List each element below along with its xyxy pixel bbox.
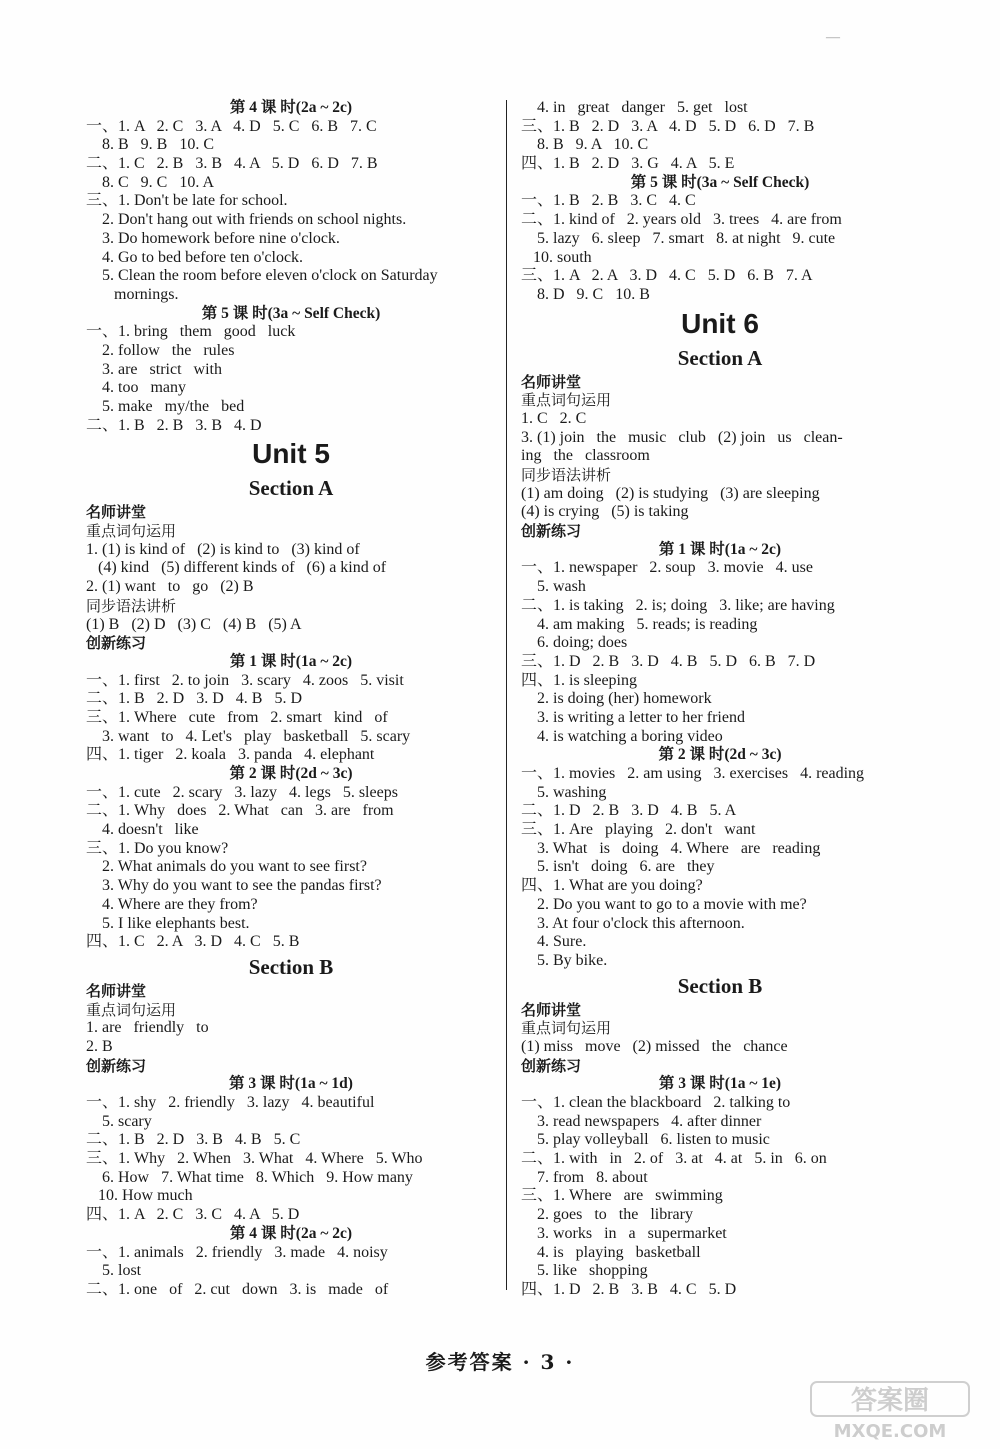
section-title: Section B <box>677 973 763 998</box>
right-answer-column <box>521 99 919 1300</box>
answer-line: 一、1. movies 2. am using 3. exercises 4. reading <box>521 765 865 782</box>
answer-line: 一、1. bring them good luck <box>86 323 296 341</box>
answer-line: 四、1. What are you doing? <box>521 877 703 895</box>
answer-line: 8. C 9. C 10. A <box>86 173 215 191</box>
answer-line: 6. doing; does <box>521 634 628 652</box>
svg-text:答案圈: 答案圈 <box>850 1386 930 1416</box>
answer-line: (1) am doing (2) is studying (3) are sleeping <box>521 484 820 502</box>
answer-line: 3. are strict with <box>86 360 222 378</box>
answer-line: 二、1. D 2. B 3. D 4. B 5. A <box>521 802 737 820</box>
answer-line: 2. goes to the library <box>521 1206 693 1224</box>
answer-line: 三、1. B 2. D 3. A 4. D 5. D 6. D 7. B <box>521 117 815 135</box>
answer-line: 10. How much <box>86 1187 193 1205</box>
unit-title: Unit 5 <box>252 438 330 470</box>
answer-line: 二、1. B 2. D 3. B 4. B 5. C <box>86 1131 301 1149</box>
answer-line: 1. are friendly to <box>86 1019 209 1037</box>
answer-line: 5. scary <box>86 1112 152 1130</box>
answer-line: 2. Do you want to go to a movie with me? <box>521 895 807 913</box>
lesson-heading: 第 1 课 时(1a ~ 2c) <box>229 652 353 670</box>
answer-line: (1) B (2) D (3) C (4) B (5) A <box>86 615 302 633</box>
sub-heading: 重点词句运用 <box>86 1000 177 1019</box>
answer-line: 7. from 8. about <box>521 1168 648 1186</box>
answer-line: 四、1. C 2. A 3. D 4. C 5. B <box>86 933 300 951</box>
answer-line: 2. What animals do you want to see first? <box>86 858 367 876</box>
answer-line: 二、1. B 2. B 3. B 4. D <box>86 416 262 434</box>
answer-line: 二、1. one of 2. cut down 3. is made of <box>86 1280 389 1298</box>
answer-line: 5. Clean the room before eleven o'clock on Saturday <box>86 267 438 285</box>
block-heading: 名师讲堂 <box>86 503 147 522</box>
sub-heading: 重点词句运用 <box>521 1019 612 1038</box>
answer-line: 5. By bike. <box>521 951 608 969</box>
answer-line: 一、1. clean the blackboard 2. talking to <box>521 1094 791 1111</box>
section-title: Section A <box>677 345 763 370</box>
answer-line: 4. is watching a boring video <box>521 727 723 745</box>
lesson-heading: 第 4 课 时(2a ~ 2c) <box>229 99 353 116</box>
answer-line: 4. doesn't like <box>86 821 199 839</box>
answer-line: 4. in great danger 5. get lost <box>521 99 748 116</box>
answer-line: 4. am making 5. reads; is reading <box>521 615 758 633</box>
answer-line: 5. like shopping <box>521 1262 648 1280</box>
answer-line: 4. Sure. <box>521 933 587 951</box>
answer-line: 二、1. with in 2. of 3. at 4. at 5. in 6. on <box>521 1150 827 1168</box>
answer-line: 2. follow the rules <box>86 341 235 359</box>
answer-line: 三、1. Are playing 2. don't want <box>521 821 756 839</box>
answer-line: 二、1. B 2. D 3. D 4. B 5. D <box>86 690 303 708</box>
answer-line: 4. Go to bed before ten o'clock. <box>86 248 304 266</box>
answer-line: 一、1. cute 2. scary 3. lazy 4. legs 5. sleeps <box>86 783 398 801</box>
watermark-logo <box>805 1380 975 1442</box>
answer-line: 4. Where are they from? <box>86 895 258 913</box>
answer-line: 3. What is doing 4. Where are reading <box>521 839 821 857</box>
lesson-heading: 第 3 课 时(1a ~ 1d) <box>229 1075 353 1093</box>
unit-title: Unit 6 <box>681 307 759 339</box>
sub-heading: 重点词句运用 <box>86 522 177 541</box>
answer-line: 二、1. Why does 2. What can 3. are from <box>86 802 394 820</box>
answer-line: 四、1. tiger 2. koala 3. panda 4. elephant <box>86 746 375 764</box>
answer-line: 三、1. A 2. A 3. D 4. C 5. D 6. B 7. A <box>521 267 813 285</box>
answer-line: 3. works in a supermarket <box>521 1224 727 1242</box>
answer-line: 一、1. shy 2. friendly 3. lazy 4. beautiful <box>86 1094 375 1111</box>
answer-line: 二、1. kind of 2. years old 3. trees 4. are from <box>521 211 842 229</box>
answer-line: 3. is writing a letter to her friend <box>521 708 745 726</box>
answer-line: (1) miss move (2) missed the chance <box>521 1037 788 1055</box>
answer-line: 8. B 9. A 10. C <box>521 136 649 154</box>
answer-line: 三、1. Where are swimming <box>521 1187 723 1205</box>
answer-line: 4. too many <box>86 379 186 397</box>
answer-line: 3. Why do you want to see the pandas first? <box>86 877 382 895</box>
section-title: Section B <box>248 954 334 979</box>
answer-line: 三、1. Don't be late for school. <box>86 192 288 210</box>
answer-line: 2. Don't hang out with friends on school nights. <box>86 211 407 229</box>
answer-line: (4) kind (5) different kinds of (6) a kind of <box>86 559 387 577</box>
answer-line: 一、1. A 2. C 3. A 4. D 5. C 6. B 7. C <box>86 117 377 135</box>
answer-line: 5. isn't doing 6. are they <box>521 858 715 876</box>
answer-line: 三、1. Where cute from 2. smart kind of <box>86 708 388 726</box>
answer-line: 2. B <box>86 1037 113 1055</box>
answer-line: 一、1. animals 2. friendly 3. made 4. noisy <box>86 1243 388 1261</box>
answer-line: 二、1. C 2. B 3. B 4. A 5. D 6. D 7. B <box>86 155 378 173</box>
answer-line: 5. I like elephants best. <box>86 914 250 932</box>
block-heading: 创新练习 <box>521 1056 582 1075</box>
answer-line: 1. C 2. C <box>521 409 587 427</box>
answer-line: 5. make my/the bed <box>86 398 245 415</box>
column-divider <box>506 100 507 1290</box>
top-edge-mark: — <box>826 30 840 45</box>
answer-line: 二、1. is taking 2. is; doing 3. like; are having <box>521 596 835 614</box>
lesson-heading: 第 2 课 时(2d ~ 3c) <box>229 765 353 782</box>
answer-line: 3. read newspapers 4. after dinner <box>521 1112 762 1130</box>
answer-line: 三、1. Why 2. When 3. What 4. Where 5. Who <box>86 1150 423 1168</box>
answer-line: 3. Do homework before nine o'clock. <box>86 229 340 247</box>
answer-line: 一、1. newspaper 2. soup 3. movie 4. use <box>521 559 813 577</box>
page-footer: 参考答案 · 3 · <box>425 1350 575 1374</box>
block-heading: 名师讲堂 <box>521 1000 582 1019</box>
answer-line: 5. lazy 6. sleep 7. smart 8. at night 9. cute <box>521 229 836 247</box>
answer-line: 8. D 9. C 10. B <box>521 285 650 303</box>
svg-text:MXQE.COM: MXQE.COM <box>833 1421 947 1442</box>
section-title: Section A <box>248 476 334 501</box>
answer-line: 8. B 9. B 10. C <box>86 136 215 154</box>
lesson-heading: 第 3 课 时(1a ~ 1e) <box>658 1075 782 1093</box>
sub-heading: 重点词句运用 <box>521 391 612 410</box>
answer-line: 四、1. is sleeping <box>521 671 637 689</box>
answer-line: ing the classroom <box>521 447 650 465</box>
lesson-heading: 第 5 课 时(3a ~ Self Check) <box>630 173 810 191</box>
answer-line: 3. (1) join the music club (2) join us clean- <box>521 428 843 446</box>
answer-line: 5. wash <box>521 578 586 596</box>
lesson-heading: 第 4 课 时(2a ~ 2c) <box>229 1224 353 1242</box>
answer-line: 5. play volleyball 6. listen to music <box>521 1131 770 1149</box>
answer-line: 四、1. A 2. C 3. C 4. A 5. D <box>86 1206 300 1224</box>
sub-heading: 同步语法讲析 <box>521 466 612 484</box>
answer-line: mornings. <box>86 285 179 303</box>
block-heading: 名师讲堂 <box>521 372 582 391</box>
answer-line: 3. want to 4. Let's play basketball 5. scary <box>86 727 411 745</box>
answer-line: 3. At four o'clock this afternoon. <box>521 914 745 932</box>
answer-line: 三、1. D 2. B 3. D 4. B 5. D 6. B 7. D <box>521 652 816 670</box>
answer-line: 6. How 7. What time 8. Which 9. How many <box>86 1168 413 1186</box>
block-heading: 创新练习 <box>521 522 582 541</box>
left-answer-column <box>86 99 496 1300</box>
answer-line: (4) is crying (5) is taking <box>521 503 689 521</box>
block-heading: 创新练习 <box>86 1056 147 1075</box>
answer-line: 四、1. D 2. B 3. B 4. C 5. D <box>521 1280 737 1298</box>
answer-line: 1. (1) is kind of (2) is kind to (3) kind of <box>86 540 360 558</box>
answer-line: 四、1. B 2. D 3. G 4. A 5. E <box>521 155 735 173</box>
lesson-heading: 第 5 课 时(3a ~ Self Check) <box>201 304 381 322</box>
lesson-heading: 第 1 课 时(1a ~ 2c) <box>658 540 782 558</box>
sub-heading: 同步语法讲析 <box>86 596 177 615</box>
answer-line: 一、1. B 2. B 3. C 4. C <box>521 192 696 210</box>
answer-line: 2. (1) want to go (2) B <box>86 578 254 596</box>
answer-line: 5. washing <box>521 783 607 801</box>
answer-line: 4. is playing basketball <box>521 1243 701 1261</box>
answer-line: 2. is doing (her) homework <box>521 690 712 708</box>
answer-line: 5. lost <box>86 1262 142 1280</box>
answer-line: 10. south <box>521 248 592 266</box>
answer-line: 三、1. Do you know? <box>86 839 229 857</box>
block-heading: 名师讲堂 <box>86 981 147 1000</box>
answer-line: 一、1. first 2. to join 3. scary 4. zoos 5. visit <box>86 671 404 689</box>
block-heading: 创新练习 <box>86 634 147 653</box>
lesson-heading: 第 2 课 时(2d ~ 3c) <box>658 746 782 764</box>
